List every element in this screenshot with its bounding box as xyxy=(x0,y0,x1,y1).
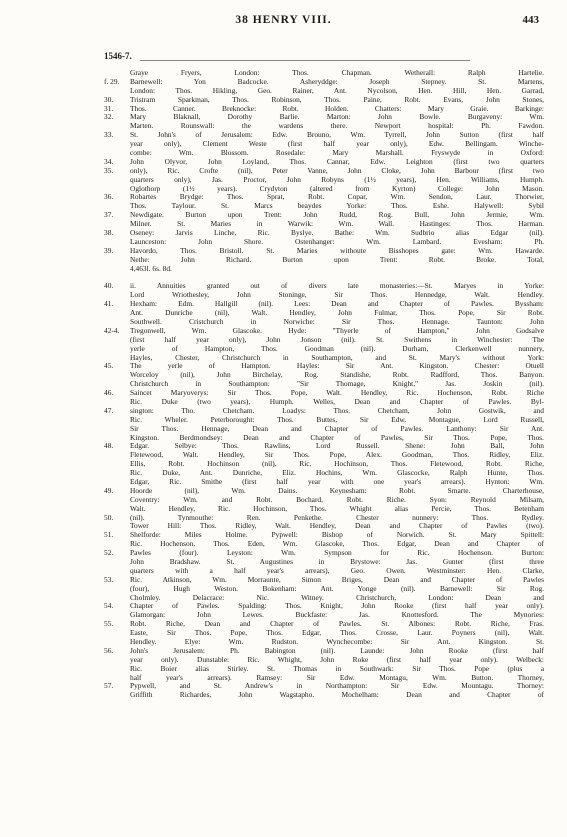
year-label: 1546-7. xyxy=(104,51,132,61)
text-line xyxy=(104,131,544,140)
folio-number: 40. xyxy=(104,282,114,291)
text-line xyxy=(104,300,544,309)
text-line xyxy=(104,425,544,434)
line-text: Tristram Sparkman, Thos. Robinson, Thos. Paine, Robt. Evans, John Stones, xyxy=(130,95,544,104)
header-rule xyxy=(140,60,470,61)
folio-number: 55. xyxy=(104,620,114,629)
text-line xyxy=(104,167,544,176)
line-text: Graye Fryers, London: Thos. Chapman. Wetherall: Ralph Hartelie. xyxy=(130,69,544,77)
line-text: Thos. Taylour. St. Marcs beaydes Yorke: Thos. Eshe. Halywell: Sybil xyxy=(130,202,544,211)
folio-number: 56. xyxy=(104,646,114,655)
line-text: (four), Hugh Weston. Bokenham: Ant. Yonge (nil). Barnewell: Sir Rog. xyxy=(130,584,544,593)
text-line xyxy=(104,318,544,327)
line-text: quarters only), Jas. Proctor, John Robyns (1½ years), Hen. Williams, Humph. xyxy=(130,175,544,184)
line-text: Ric. Duke (two years), Humph. Welles, Dean and Chapter of Pawles. Byl- xyxy=(130,397,544,406)
text-line xyxy=(104,487,544,496)
folio-number: 30. xyxy=(104,95,114,104)
text-line xyxy=(104,585,544,594)
text-line xyxy=(104,193,544,202)
line-text: ii. Annuities granted out of divers late monasteries:—St. Maryes in Yorke: xyxy=(130,282,544,291)
text-line xyxy=(104,78,544,87)
text-line xyxy=(104,122,544,131)
line-text: Newdigate. Burton upon Trent: John Rudd, Rog. Bull, John Jermie, Wm. xyxy=(130,211,544,220)
line-text: 4,463l. 6s. 8d. xyxy=(130,264,172,273)
line-text: St. John's of Jerusalem: Edw. Brouno, Wm. Tyrrell, John Sutton (first half xyxy=(130,131,544,140)
text-line xyxy=(104,691,544,700)
line-text: yerle of Hampton, Thos. Goodman (nil). Durham, Clerkenwell nunnery, xyxy=(130,344,544,353)
folio-number: 54. xyxy=(104,602,114,611)
folio-number: 34. xyxy=(104,157,114,166)
line-text: Ric. Hochenson, Thos. Eden, Wm. Glascoke, Thos. Edgar, Dean and Chapter of xyxy=(130,540,544,549)
text-line xyxy=(104,638,544,647)
folio-number: 39. xyxy=(104,246,114,255)
text-line xyxy=(104,549,544,558)
running-title: 38 HENRY VIII. xyxy=(235,14,332,26)
text-line xyxy=(104,469,544,478)
line-text: Chapter of Pawles. Spalding: Thos. Knight, John Rooke (first half year only). xyxy=(130,602,544,611)
page-header xyxy=(0,14,567,32)
line-text: year only), Clement Weste (first half year only), Edw. Bellingam. Winche- xyxy=(130,140,544,149)
page-number: 443 xyxy=(522,14,539,26)
line-text: Thos. Canner. Breknocke: Robt. Holden. Chatters: Mary Graie. Barkinge: xyxy=(130,104,544,113)
line-text: John Bradshaw. St. Augustines in Brystowe: Jas. Gunter (first three xyxy=(130,557,544,566)
folio-number: 35. xyxy=(104,166,114,175)
folio-number: 37. xyxy=(104,211,114,220)
folio-number: 53. xyxy=(104,575,114,584)
text-line xyxy=(104,451,544,460)
folio-number: 46. xyxy=(104,389,114,398)
folio-number: 47. xyxy=(104,406,114,415)
folio-number: 33. xyxy=(104,131,114,140)
line-text: Nethe: John Richard. Burton upon Trent: Robt. Broke. Total, xyxy=(130,255,544,264)
line-text: Oglothorp (1½ years). Crydyton (altered from Kyrton) College: John Mason. xyxy=(130,184,544,193)
text-line xyxy=(104,229,544,238)
text-line xyxy=(104,140,544,149)
line-text: Worceloy (nil), John Birchelay, Rog. Standishe, Robt. Radfford, Thos. Banyon. xyxy=(130,371,544,380)
text-line xyxy=(104,531,544,540)
line-text: Griffith Richardes, John Wagstapho. Mochelham: Dean and Chapter of xyxy=(130,691,544,700)
folio-number: 36. xyxy=(104,193,114,202)
line-text: Oseney: Jarvis Linche, Ric. Byslye. Bathe: Wm. Sudbrio alias Edgar (nil). xyxy=(130,229,544,238)
text-line xyxy=(104,371,544,380)
text-line xyxy=(104,629,544,638)
line-text: sington: Tho. Chetcham. Loadys: Thos. Chetcham, John Gostwik, and xyxy=(130,406,544,415)
folio-number: 49. xyxy=(104,486,114,495)
text-line xyxy=(104,665,544,674)
line-text: Cholmley. Delacrace: Nic. Witney. Christchurch, London: Dean and xyxy=(130,593,544,602)
text-line xyxy=(104,69,544,78)
line-text: (nil). Tynmouthe: Ren. Penkethe. Chester nunnery: Thos. Rydley. xyxy=(130,513,544,522)
text-line xyxy=(104,202,544,211)
text-line xyxy=(104,362,544,371)
text-line xyxy=(104,309,544,318)
line-text: (first half year only), John Jonson (nil). St. Swithens in Winchester: The xyxy=(130,335,544,344)
line-text: year only). Dunstable: Ric. Whight, John Roke (first half year only). Welbeck: xyxy=(130,655,544,664)
text-line xyxy=(104,87,544,96)
line-text: Walt. Hendley, Ric. Hochinson, Thos. Whight alias Percie, Thos. Betenham xyxy=(130,504,544,513)
folio-number: 50. xyxy=(104,513,114,522)
line-text: Shelforde: Miles Holme. Pypwell: Bishop of Norwich. St. Mary Spittell: xyxy=(130,531,544,540)
text-line xyxy=(104,496,544,505)
line-text: Ant. Dunriche (nil), Walt. Hendley, John Fulmar, Thos. Pope, Sir Robt. xyxy=(130,309,544,318)
text-line xyxy=(104,594,544,603)
line-text: Mary Blaknall, Dorothy Barlie. Marton: John Bowle. Burgaveny: Wm. xyxy=(130,113,544,122)
text-line xyxy=(104,656,544,665)
line-text: John Olyvor, John Loyland, Thos. Cannar, Edw. Leighton (first two quarters xyxy=(130,157,544,166)
folio-number: 38. xyxy=(104,229,114,238)
line-text: Marten. Rounswall: the wardens there. Newport hospital: Ph. Fawdon. xyxy=(130,122,544,131)
text-line xyxy=(104,576,544,585)
text-line xyxy=(104,647,544,656)
text-line xyxy=(104,389,544,398)
text-line xyxy=(104,682,544,691)
folio-number: 48. xyxy=(104,442,114,451)
text-line xyxy=(104,105,544,114)
line-text: Ric. Wheler. Peterborought: Thos. Buttes, Sir Edw. Montague, Lord Russell, xyxy=(130,415,544,424)
folio-number: f. 29. xyxy=(104,77,120,86)
line-text: Saincet Maryoverys: Sir Thos. Pope, Walt. Hendley, Ric. Hochenson, Robt. Riche xyxy=(130,389,544,398)
text-line xyxy=(104,256,544,265)
line-text: only), Ric. Crofte (nil), Peter Vanne, John Cloke, John Barbour (first two xyxy=(130,166,544,175)
line-text: Havordo, Thos. Bristoll. St. Maries withoute Bisshopes gate: Wm. Hawarde. xyxy=(130,246,544,255)
text-line xyxy=(104,176,544,185)
text-line xyxy=(104,282,544,291)
text-line xyxy=(104,345,544,354)
line-text: London: Thos. Hikling, Geo. Rainer, Ant. Nycolson, Hen. Hill, Hen. Garrad, xyxy=(130,86,544,95)
line-text: Ellis, Robt. Hochinson (nil), Ric. Hochinson, Thos. Fletewood, Robt. Riche, xyxy=(130,460,544,469)
line-text: half year's arrears). Ramsey: Sir Edw. Montagu, Wm. Button. Thorney, xyxy=(130,673,544,682)
line-text: Edgar. Selbye: Thos. Rawlins, Lord Russell. Shene: John Ball, John xyxy=(130,442,544,451)
document-body xyxy=(104,69,544,700)
text-line xyxy=(104,96,544,105)
folio-number: 41. xyxy=(104,300,114,309)
text-line xyxy=(104,478,544,487)
text-line xyxy=(104,558,544,567)
text-line xyxy=(104,211,544,220)
line-text: Barnewell: Yon Badcocke. Asheryddge: Joseph Stepney. St. Martens, xyxy=(130,77,544,86)
text-line xyxy=(104,265,544,274)
folio-number: 52. xyxy=(104,549,114,558)
folio-number: 51. xyxy=(104,531,114,540)
text-line xyxy=(104,611,544,620)
folio-number: 42-4. xyxy=(104,326,120,335)
line-text: Kingston. Berdmondsey: Dean and Chapter of Pawles, Sir Thos. Pope, Thos. xyxy=(130,433,544,442)
line-text: Easte, Sir Thos. Pope, Thos. Edgar, Thos. Crosse, Laur. Poyners (nil), Walt. xyxy=(130,629,544,638)
text-line xyxy=(104,354,544,363)
line-text: Coventry: Wm. and Robt. Bochard, Robt. Riche. Syon: Reynold Milsam, xyxy=(130,495,544,504)
text-line xyxy=(104,238,544,247)
text-line xyxy=(104,434,544,443)
line-text: Hendley. Elye: Wm. Rudston. Wynchecombe: Sir Ant. Kingston. St. xyxy=(130,638,544,646)
line-text: Sir Thos. Hennage, Dean and Chapter of Pawles. Lanthony: Sir Ant. xyxy=(130,424,544,433)
line-text: quarters with a half year's arrears), Geo. Owen. Westminster: Hen. Clarke, xyxy=(130,566,544,575)
line-text: Tregonwell, Wm. Glascoke. Hyde: "Thyerle of Hampton," John Godsalve xyxy=(130,326,544,335)
text-line xyxy=(104,567,544,576)
line-text: Launceston: John Shore. Ostenhanger: Wm. Lambard. Evesham: Ph. xyxy=(130,237,544,246)
line-text: Robt. Riche, Dean and Chapter of Pawles. St. Albones: Robt. Riche, Fras. xyxy=(130,620,544,629)
text-line xyxy=(104,514,544,523)
text-line xyxy=(104,460,544,469)
text-line xyxy=(104,327,544,336)
text-line xyxy=(104,149,544,158)
text-line xyxy=(104,674,544,683)
text-line xyxy=(104,185,544,194)
line-text: combe: Wm. Blossom. Rosedale: Mary Marshall. Fryswyde in Oxford: xyxy=(130,149,544,158)
line-text: Fletewood, Walt. Hendley, Sir Thos. Pope, Alex. Goodman, Thos. Ridley, Eliz. xyxy=(130,451,544,460)
text-line xyxy=(104,540,544,549)
line-text: Glamorgan: John Lewes. Buckfaste: Jas. Knottesford. The Mynories: xyxy=(130,611,544,620)
text-line xyxy=(104,220,544,229)
line-text: John's Jerusalem: Ph. Babington (nil). Launde: John Rooke (first half xyxy=(130,646,544,655)
folio-number: 32. xyxy=(104,113,114,122)
line-text: Ric. Atkinson, Wm. Morraunte, Simon Briges, Dean and Chapter of Pawles xyxy=(130,575,544,584)
text-line xyxy=(104,247,544,256)
folio-number: 57. xyxy=(104,682,114,691)
line-text: Hoorde (nil), Wm. Dains. Keynesham: Robt. Smarte. Charterhouse, xyxy=(130,486,544,495)
line-text: Hexham: Edm. Hallgill (nil). Lees: Dean and Chapter of Pawles. Byssham: xyxy=(130,300,544,309)
text-line xyxy=(104,336,544,345)
line-text: Pypwell, and St. Andrew's in Northampton: Sir Edw. Mountagu. Thorney: xyxy=(130,682,544,691)
line-text: Southwell. Cristchurch in Norwiche: Sir Thos. Hennage. Taunton: John xyxy=(130,317,544,326)
folio-number: 45. xyxy=(104,362,114,371)
line-text: Hayles, Chester, Christchurch in Southampton, and St. Mary's without York: xyxy=(130,353,544,362)
text-line xyxy=(104,620,544,629)
line-text: Edgar, Ric. Smithe (first half year with one year's arrears). Hynton: Wm. xyxy=(130,477,544,486)
text-line xyxy=(104,113,544,122)
text-line xyxy=(104,291,544,300)
line-text: Christchurch in Southampton: "Sir Thomage, Knight," Jas. Joskin (nil). xyxy=(130,380,544,389)
text-line xyxy=(104,602,544,611)
line-text: Tower Hill: Thos. Ridley, Walt. Hendley, Dean and Chapter of Pawles (two). xyxy=(130,522,544,531)
line-text: The yerle of Hampton. Hayles: Sir Ant. Kingston. Chester: Otuell xyxy=(130,362,544,371)
text-line xyxy=(104,398,544,407)
text-line xyxy=(104,380,544,389)
text-line xyxy=(104,407,544,416)
text-line xyxy=(104,505,544,514)
line-text: Milner. St. Maries in Warwik: Wm. Wall. Hastinges: Thos. Harman. xyxy=(130,220,544,229)
line-text: Ric. Duke, Ant. Dunriche, Eliz. Hochins, Wm. Glascocke, Ralph Hunte, Thos. xyxy=(130,469,544,478)
line-text: Pawles (four). Leyston: Wm. Sympson for Ric. Hochenson. Burton: xyxy=(130,549,544,558)
text-line xyxy=(104,442,544,451)
text-line xyxy=(104,416,544,425)
folio-number: 31. xyxy=(104,104,114,113)
line-text: Robartes Brydge: Thos. Sprat, Robt. Copar, Wm. Sendon, Laur. Thorwier, xyxy=(130,193,544,202)
text-line xyxy=(104,522,544,531)
line-text: Ric. Boier alias Stirley. St. Thomas in Southwark: Sir Thos. Pope (plus a xyxy=(130,664,544,673)
line-text: Lord Wriothesley, John Stoninge, Sir Thos. Hennedge, Walt. Hendley. xyxy=(130,291,544,300)
text-line xyxy=(104,158,544,167)
text-line xyxy=(104,273,544,282)
